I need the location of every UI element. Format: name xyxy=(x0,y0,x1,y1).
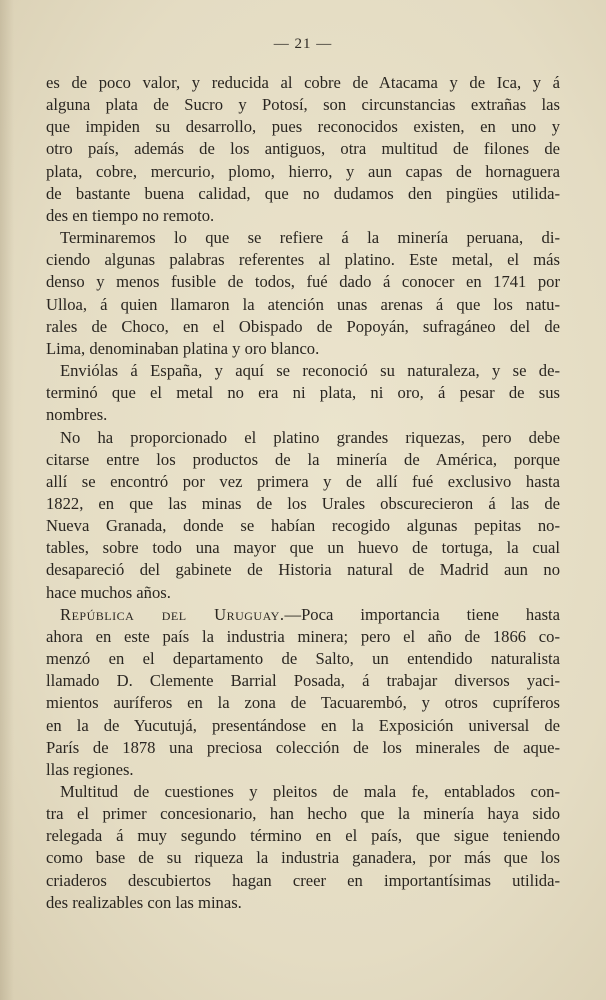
text-line: Terminaremos lo que se refiere á la minería peruana, di- xyxy=(60,228,560,248)
text-line: París de 1878 una preciosa colección de los minerales de aque- xyxy=(46,737,560,757)
text-line: como base de su riqueza la industria ganadera, por más que los xyxy=(46,848,560,868)
body-text xyxy=(46,72,560,914)
page-number: — 21 — xyxy=(273,36,333,52)
text-line: allí se encontró por vez primera y de allí fué exclusivo hasta xyxy=(46,471,560,491)
text-line: otro país, además de los antiguos, otra multitud de filones de xyxy=(46,139,560,159)
text-line: en la de Yucutujá, presentándose en la Exposición universal de xyxy=(46,715,560,735)
paragraph-1 xyxy=(46,72,560,227)
text-line: que impiden su desarrollo, pues reconocidos existen, en uno y xyxy=(46,117,560,137)
paragraph-3 xyxy=(46,360,560,426)
text-line: llamado D. Clemente Barrial Posada, á trabajar diversos yaci- xyxy=(46,671,560,691)
text-line: mientos auríferos en la zona de Tacuarembó, y otros cupríferos xyxy=(46,693,560,713)
section-heading: República del Uruguay. xyxy=(60,604,285,624)
text-line: 1822, en que las minas de los Urales obscurecieron á las de xyxy=(46,493,560,513)
text-line: relegada á muy segundo término en el país, que sigue teniendo xyxy=(46,826,560,846)
text-line: llas regiones. xyxy=(46,759,134,779)
paragraph-4 xyxy=(46,427,560,604)
gutter-shadow xyxy=(0,0,14,1000)
text-line: denso y menos fusible de todos, fué dado á conocer en 1741 por xyxy=(46,272,560,292)
text-line: Ulloa, á quien llamaron la atención unas arenas á que los natu- xyxy=(46,294,560,314)
text-line: hace muchos años. xyxy=(46,582,171,602)
text-line: ciendo algunas palabras referentes al platino. Este metal, el más xyxy=(46,250,560,270)
text-line: de bastante buena calidad, que no dudamos den pingües utilida- xyxy=(46,183,560,203)
text-line: nombres. xyxy=(46,405,108,425)
text-line: tables, sobre todo una mayor que un huevo de tortuga, la cual xyxy=(46,538,560,558)
text-line: desapareció del gabinete de Historia natural de Madrid aun no xyxy=(46,560,560,580)
text-line: alguna plata de Sucro y Potosí, son circunstancias extrañas las xyxy=(46,95,560,115)
text-line: Multitud de cuestiones y pleitos de mala fe, entablados con- xyxy=(60,782,560,801)
paragraph-5 xyxy=(46,604,560,781)
text-line: tra el primer concesionario, han hecho que la minería haya sido xyxy=(46,804,560,824)
text-line: criaderos descubiertos hagan creer en importantísimas utilida- xyxy=(46,870,560,890)
text-line: citarse entre los productos de la minería de América, porque xyxy=(46,449,560,469)
text-line: terminó que el metal no era ni plata, ni oro, á pesar de sus xyxy=(46,383,560,403)
heading-continuation: —Poca importancia tiene hasta xyxy=(284,604,560,624)
text-line-with-heading xyxy=(46,604,560,626)
text-line: rales de Choco, en el Obispado de Popoyán, sufragáneo del de xyxy=(46,316,560,336)
text-line: des en tiempo no remoto. xyxy=(46,205,215,225)
text-line: Enviólas á España, y aquí se reconoció su naturaleza, y se de- xyxy=(60,361,560,381)
text-line: No ha proporcionado el platino grandes riquezas, pero debe xyxy=(60,427,560,447)
text-line: ahora en este país la industria minera; pero el año de 1866 co- xyxy=(46,626,560,646)
text-line: plata, cobre, mercurio, plomo, hierro, y aun capas de hornaguera xyxy=(46,161,560,181)
text-line: des realizables con las minas. xyxy=(46,892,242,912)
text-line: Nueva Granada, donde se habían recogido algunas pepitas no- xyxy=(46,516,560,536)
paragraph-2 xyxy=(46,227,560,360)
text-line: es de poco valor, y reducida al cobre de Atacama y de Ica, y á xyxy=(46,73,560,92)
text-line: menzó en el departamento de Salto, un entendido naturalista xyxy=(46,649,560,669)
paragraph-6 xyxy=(46,781,560,914)
text-line: Lima, denominaban platina y oro blanco. xyxy=(46,338,320,358)
